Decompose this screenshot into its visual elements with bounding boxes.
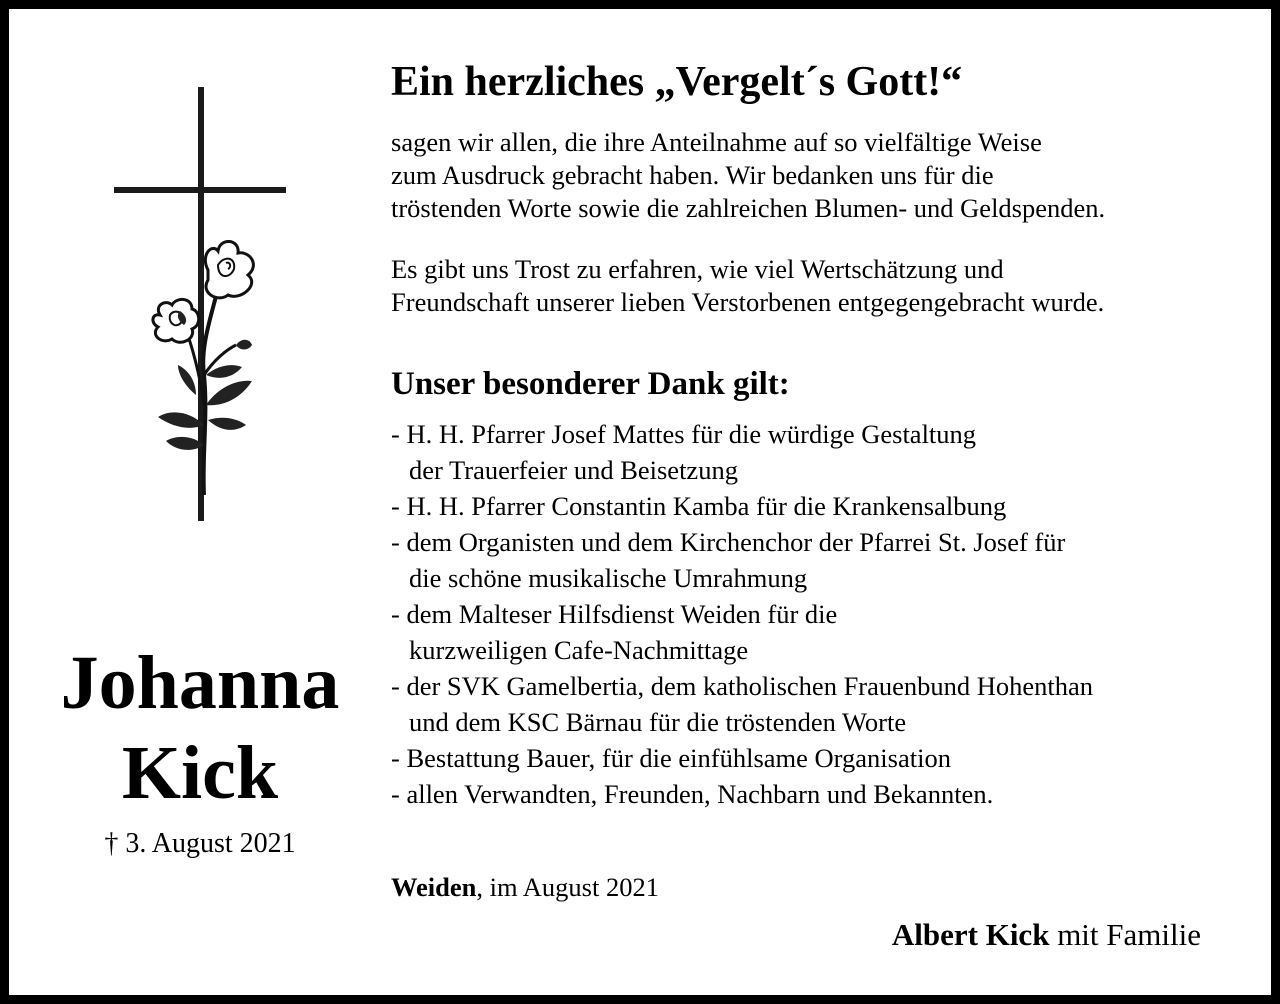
- list-item: [391, 740, 1093, 776]
- list-item-line: der Trauerfeier und Beisetzung: [409, 455, 738, 485]
- list-item: [391, 416, 1093, 488]
- list-item-line: die schöne musikalische Umrahmung: [409, 563, 808, 593]
- thanks-paragraph-1: [391, 126, 1105, 225]
- closing-date: , im August 2021: [476, 872, 659, 902]
- list-item-line: - der SVK Gamelbertia, dem katholischen Frauenbund Hohenthan: [391, 671, 1094, 701]
- list-item-line: - dem Organisten und dem Kirchenchor der Pfarrei St. Josef für: [391, 527, 1066, 557]
- paragraph-line: Es gibt uns Trost zu erfahren, wie viel Wertschätzung und: [391, 254, 1004, 284]
- list-item: [391, 596, 1093, 668]
- list-item-line: - H. H. Pfarrer Josef Mattes für die würdige Gestaltung: [391, 419, 977, 449]
- list-item-line: - allen Verwandten, Freunden, Nachbarn und Bekannten.: [391, 779, 994, 809]
- place-name: Weiden: [391, 872, 477, 902]
- paragraph-line: sagen wir allen, die ihre Anteilnahme auf so vielfältige Weise: [391, 127, 1042, 157]
- list-item-line: - Bestattung Bauer, für die einfühlsame Organisation: [391, 743, 951, 773]
- deceased-last-name: Kick: [121, 731, 279, 815]
- special-thanks-list: [391, 416, 1093, 812]
- headline: Ein herzliches „Vergelt´s Gott!“: [391, 59, 963, 105]
- paragraph-line: zum Ausdruck gebracht haben. Wir bedanken uns für die: [391, 160, 994, 190]
- list-item: [391, 488, 1093, 524]
- list-item-line: und dem KSC Bärnau für die tröstenden Worte: [409, 707, 907, 737]
- signature-name: Albert Kick: [891, 917, 1050, 952]
- deceased-first-name: Johanna: [60, 641, 340, 725]
- special-thanks-heading: Unser besonderer Dank gilt:: [391, 366, 790, 402]
- list-item: [391, 776, 1093, 812]
- list-item-line: - dem Malteser Hilfsdienst Weiden für die: [391, 599, 838, 629]
- cross-with-roses-icon: [100, 75, 310, 535]
- list-item-line: - H. H. Pfarrer Constantin Kamba für die Krankensalbung: [391, 491, 1007, 521]
- thanks-paragraph-2: [391, 253, 1104, 319]
- signature: [892, 916, 1201, 954]
- paragraph-line: Freundschaft unserer lieben Verstorbenen entgegengebracht wurde.: [391, 287, 1105, 317]
- signature-suffix: mit Familie: [1049, 917, 1201, 952]
- death-date: † 3. August 2021: [104, 828, 296, 859]
- list-item: [391, 668, 1093, 740]
- list-item-line: kurzweiligen Cafe-Nachmittage: [409, 635, 749, 665]
- place-and-date: [391, 870, 659, 904]
- paragraph-line: tröstenden Worte sowie die zahlreichen Blumen- und Geldspenden.: [391, 193, 1106, 223]
- list-item: [391, 524, 1093, 596]
